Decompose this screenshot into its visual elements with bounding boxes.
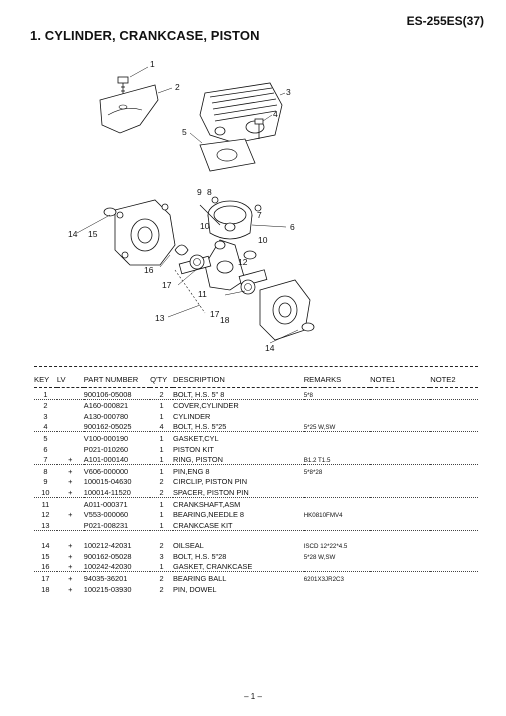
cell-part-number: 100212-42031 [83, 541, 132, 551]
cell-note1 [370, 509, 430, 520]
table-row [34, 388, 478, 400]
cell-note1 [370, 421, 430, 432]
cell-note2 [430, 421, 478, 432]
cell-note2 [430, 572, 478, 583]
cell-lv [57, 432, 84, 443]
cell-qty: 1 [150, 454, 173, 465]
cell-lv: + [68, 551, 73, 561]
cell-note1 [370, 476, 430, 487]
cell-lv: + [68, 466, 73, 476]
cell-qty: 2 [159, 574, 164, 583]
cell-note2 [430, 476, 478, 487]
callout-6: 6 [290, 222, 295, 232]
cell-part-number: P021-008231 [84, 519, 150, 530]
cell-remarks [304, 583, 370, 594]
cell-key: 9 [43, 477, 48, 487]
cell-description: OILSEAL [172, 541, 204, 551]
cell-key: 12 [41, 510, 50, 520]
callout-8: 8 [207, 187, 212, 197]
cell-note1 [370, 561, 430, 572]
cell-description: GASKET, CRANKCASE [173, 561, 304, 572]
cell-key: 11 [41, 499, 50, 509]
cell-part-number: A130-000780 [83, 411, 129, 421]
cell-lv: + [57, 454, 84, 465]
cell-remarks: ISCD 12*22*4.5 [303, 543, 348, 551]
cell-note2 [430, 497, 478, 508]
cell-key: 1 [34, 388, 57, 400]
cell-description: BOLT, H.S. 5"28 [172, 551, 227, 561]
cell-description: GASKET,CYL [172, 433, 219, 443]
cell-qty: 1 [159, 444, 164, 454]
cell-remarks: B1.2 T1.5 [304, 454, 370, 465]
table-row [34, 432, 478, 443]
callout-12: 12 [238, 257, 248, 267]
cell-qty: 1 [159, 433, 164, 443]
cell-part-number: 100242-42030 [84, 561, 150, 572]
cell-description: CYLINDER [172, 411, 211, 421]
cell-description: RING, PISTON [173, 454, 304, 465]
col-lv: LV [57, 372, 84, 388]
cell-part-number: 100014-11520 [84, 486, 150, 497]
cell-qty: 2 [159, 477, 164, 487]
cell-lv: + [68, 574, 73, 583]
cell-remarks [304, 476, 370, 487]
cell-remarks: 6201X3JR2C3 [303, 576, 344, 583]
table-row [34, 410, 478, 421]
callout-10b: 10 [258, 235, 268, 245]
callout-17b: 17 [210, 309, 220, 319]
cell-lv: + [68, 510, 73, 520]
col-part-number: PART NUMBER [84, 372, 150, 388]
cell-key: 2 [43, 401, 48, 411]
cell-description: BOLT, H.S. 5" 8 [173, 388, 304, 400]
cell-part-number: 94035-36201 [83, 574, 128, 583]
cylinder-cover-drawing [100, 85, 158, 133]
cell-lv: + [68, 477, 73, 487]
table-row [34, 572, 478, 583]
cell-note2 [430, 399, 478, 410]
exploded-parts-diagram [60, 55, 360, 355]
cell-key: 6 [43, 444, 48, 454]
cell-lv [57, 421, 84, 432]
cell-description: CRANKSHAFT,ASM [172, 499, 241, 509]
cell-qty: 4 [150, 421, 173, 432]
cell-description: CIRCLIP, PISTON PIN [172, 477, 248, 487]
cell-note1 [370, 583, 430, 594]
cell-note2 [430, 561, 478, 572]
cell-remarks: 5*8*28 [303, 468, 323, 476]
cell-lv [57, 399, 84, 410]
callout-16: 16 [144, 265, 154, 275]
table-row [34, 465, 478, 476]
cylinder-drawing [200, 83, 282, 143]
cell-key: 5 [43, 433, 48, 443]
cell-note1 [370, 486, 430, 497]
callout-10a: 10 [200, 221, 210, 231]
col-key: KEY [34, 372, 57, 388]
cell-remarks: 5*25 W,SW [304, 421, 370, 432]
cell-remarks: 5*8 [304, 388, 370, 400]
cell-remarks [304, 399, 370, 410]
cell-lv [57, 497, 84, 508]
cell-lv: + [57, 486, 84, 497]
cell-remarks [304, 561, 370, 572]
cell-note1 [370, 530, 430, 550]
cell-part-number: 900162-05028 [83, 551, 132, 561]
cell-qty: 1 [150, 519, 173, 530]
cell-description: SPACER, PISTON PIN [173, 486, 304, 497]
cell-note2 [430, 388, 478, 400]
cell-note2 [430, 465, 478, 476]
cell-key: 14 [41, 541, 50, 551]
callout-17a: 17 [162, 280, 172, 290]
cell-qty: 1 [159, 499, 164, 509]
cell-part-number: A011-000371 [83, 499, 128, 509]
cell-lv [57, 519, 84, 530]
callout-11: 11 [198, 289, 207, 299]
cell-part-number: P021-010260 [83, 444, 129, 454]
cell-note2 [430, 509, 478, 520]
model-code: ES-255ES(37) [406, 14, 484, 28]
cell-note1 [370, 388, 430, 400]
cell-note1 [370, 572, 430, 583]
callout-7: 7 [257, 210, 262, 220]
cell-description: CRANKCASE KIT [173, 519, 304, 530]
cell-remarks: 5*28 W,SW [303, 553, 336, 561]
cell-description: PIN, DOWEL [172, 584, 217, 594]
callout-5: 5 [182, 127, 187, 137]
callout-9: 9 [197, 187, 202, 197]
cell-note1 [370, 454, 430, 465]
cell-remarks [304, 432, 370, 443]
cell-qty: 1 [159, 510, 164, 520]
cell-key: 16 [34, 561, 57, 572]
cell-part-number: A101-000140 [84, 454, 150, 465]
cell-note1 [370, 410, 430, 421]
cell-note2 [430, 550, 478, 561]
callout-14a: 14 [68, 229, 78, 239]
cell-qty: 2 [150, 486, 173, 497]
cell-lv: + [57, 561, 84, 572]
crankcase-right-drawing [260, 280, 310, 340]
page-number: – 1 – [244, 692, 262, 701]
crankcase-left-drawing [115, 200, 175, 265]
table-row [34, 509, 478, 520]
table-row [34, 497, 478, 508]
callout-3: 3 [286, 87, 291, 97]
cell-key: 17 [41, 574, 50, 583]
cell-key: 8 [43, 466, 48, 476]
table-top-rule [34, 366, 478, 367]
callout-2: 2 [175, 82, 180, 92]
callout-13: 13 [155, 313, 165, 323]
table-row [34, 583, 478, 594]
cell-description: PIN,ENG 8 [172, 466, 210, 476]
cell-qty: 1 [159, 466, 164, 476]
table-row [34, 530, 478, 550]
cell-lv: + [68, 584, 73, 594]
cell-key: 4 [34, 421, 57, 432]
cell-part-number: 900106-05008 [84, 388, 150, 400]
table-row [34, 476, 478, 487]
cell-part-number: V100-000190 [83, 433, 129, 443]
table-row [34, 421, 478, 432]
table-row [34, 454, 478, 465]
cell-qty: 2 [159, 541, 164, 551]
cell-lv [57, 410, 84, 421]
cell-note2 [430, 486, 478, 497]
cell-qty: 1 [159, 411, 164, 421]
parts-table [34, 372, 478, 594]
table-row [34, 519, 478, 530]
callout-18: 18 [220, 315, 230, 325]
cell-qty: 3 [159, 551, 164, 561]
cell-note1 [370, 399, 430, 410]
cell-lv: + [68, 541, 73, 551]
col-qty: Q'TY [150, 372, 173, 388]
cell-qty: 2 [150, 388, 173, 400]
cell-note2 [430, 583, 478, 594]
cell-description: PISTON KIT [172, 444, 214, 454]
table-row [34, 399, 478, 410]
cell-note2 [430, 519, 478, 530]
cell-description: COVER,CYLINDER [172, 401, 239, 411]
cell-note2 [430, 432, 478, 443]
cell-key: 15 [41, 551, 50, 561]
cell-key: 10 [34, 486, 57, 497]
cell-description: BOLT, H.S. 5"25 [173, 421, 304, 432]
cell-note1 [370, 497, 430, 508]
cell-key: 3 [43, 411, 48, 421]
cell-key: 13 [34, 519, 57, 530]
cell-remarks [304, 497, 370, 508]
cell-part-number: V606-000000 [83, 466, 129, 476]
cell-part-number: 100215-03930 [83, 584, 132, 594]
table-header-row [34, 372, 478, 388]
callout-14b: 14 [265, 343, 275, 353]
callout-1: 1 [150, 59, 155, 69]
callout-4: 4 [273, 109, 278, 119]
cell-note2 [430, 530, 478, 550]
cell-note1 [370, 443, 430, 454]
cell-description: BEARING,NEEDLE 8 [172, 510, 245, 520]
cell-lv [57, 443, 84, 454]
cell-key: 18 [41, 584, 50, 594]
table-row [34, 561, 478, 572]
table-row [34, 486, 478, 497]
cell-qty: 1 [159, 401, 164, 411]
cell-description: BEARING BALL [172, 574, 227, 583]
table-row [34, 550, 478, 561]
callout-15: 15 [88, 229, 98, 239]
cell-note2 [430, 443, 478, 454]
cell-qty: 2 [159, 584, 164, 594]
cell-note1 [370, 519, 430, 530]
cell-note2 [430, 410, 478, 421]
cell-part-number: 900162-05025 [84, 421, 150, 432]
cell-remarks: HK0810FMV4 [303, 512, 343, 520]
cell-part-number: A160-000821 [83, 401, 129, 411]
cell-remarks [304, 519, 370, 530]
col-description: DESCRIPTION [173, 372, 304, 388]
page-title: 1. CYLINDER, CRANKCASE, PISTON [30, 28, 260, 43]
cell-remarks [304, 486, 370, 497]
col-remarks: REMARKS [304, 372, 370, 388]
col-note1: NOTE1 [370, 372, 430, 388]
cell-key: 7 [34, 454, 57, 465]
table-row [34, 443, 478, 454]
cell-lv [57, 388, 84, 400]
cell-note1 [370, 550, 430, 561]
piston-drawing [200, 197, 261, 239]
cell-note1 [370, 432, 430, 443]
cell-note2 [430, 454, 478, 465]
cell-note1 [370, 465, 430, 476]
cell-remarks [304, 410, 370, 421]
cell-part-number: 100015-04630 [83, 477, 132, 487]
col-note2: NOTE2 [430, 372, 478, 388]
cell-remarks [304, 443, 370, 454]
cell-part-number: V553-000060 [83, 510, 129, 520]
cell-qty: 1 [150, 561, 173, 572]
